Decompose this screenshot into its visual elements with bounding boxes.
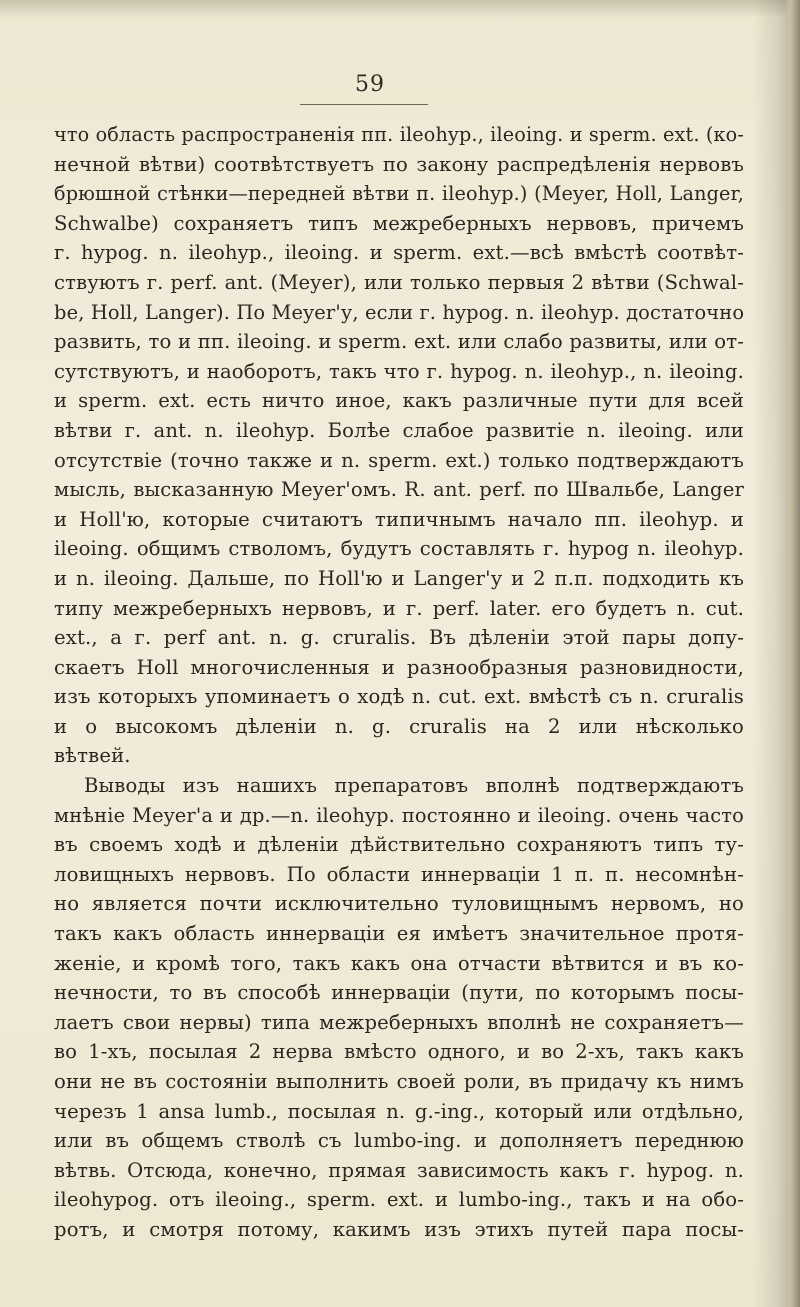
text-line: и о высокомъ дѣленіи n. g. cruralis на 2 или нѣсколько — [54, 714, 744, 738]
text-line: be, Holl, Langer). По Meyer'у, если г. hypog. n. ileohyp. достаточно — [54, 300, 745, 324]
text-line: и n. ileoing. Дальше, по Holl'ю и Langer'у и 2 п.п. подходить къ — [54, 566, 744, 590]
text-line: мысль, высказанную Meyer'омъ. R. ant. perf. по Швальбе, Langer — [54, 478, 744, 502]
text-line: г. hypog. n. ileohyp., ileoing. и sperm. ext.—всѣ вмѣстѣ соотвѣт- — [54, 241, 744, 265]
text-line: отсутствіе (точно также и n. sperm. ext.) только подтверждаютъ — [54, 448, 744, 472]
text-line: ствуютъ г. perf. ant. (Meyer), или только первыя 2 вѣтви (Schwal- — [54, 270, 744, 294]
text-line: скаетъ Holl многочисленныя и разнообразныя разновидности, — [54, 655, 744, 679]
text-body — [54, 120, 744, 1245]
text-line: ловищныхъ нервовъ. По области иннерваціи 1 п. п. несомнѣн- — [54, 862, 744, 886]
text-line: во 1-хъ, посылая 2 нерва вмѣсто одного, и во 2-хъ, такъ какъ — [54, 1040, 744, 1064]
top-shadow — [0, 0, 800, 18]
text-line: и sperm. ext. есть ничто иное, какъ различные пути для всей — [54, 389, 744, 413]
text-line: типу межреберныхъ нервовъ, и г. perf. later. его будетъ n. cut. — [54, 596, 744, 620]
text-line: они не въ состояніи выполнить своей роли, въ придачу къ нимъ — [54, 1070, 744, 1093]
text-line: сутствуютъ, и наоборотъ, такъ что г. hypog. n. ileohyp., n. ileoing. — [54, 359, 744, 383]
text-line: развить, то и пп. ileoing. и sperm. ext. или слабо развиты, или от- — [54, 330, 744, 354]
text-line: вѣтвей. — [54, 744, 131, 768]
page-binding-edge — [784, 0, 800, 1307]
text-line: ileoing. общимъ стволомъ, будутъ составлять г. hypog n. ileohyp. — [54, 537, 744, 561]
text-line: ext., а г. perf ant. n. g. cruralis. Въ дѣленіи этой пары допу- — [54, 626, 744, 650]
text-line: вѣтвь. Отсюда, конечно, прямая зависимость какъ г. hypog. n. — [54, 1158, 744, 1182]
page-number-underline — [300, 104, 428, 105]
text-line: изъ которыхъ упоминаетъ о ходѣ n. cut. ext. вмѣстѣ съ n. cruralis — [54, 685, 744, 709]
text-line: лаетъ свои нервы) типа межреберныхъ вполнѣ не сохраняетъ— — [54, 1010, 744, 1034]
text-line: и Holl'ю, которые считаютъ типичнымъ начало пп. ileohyp. и — [54, 507, 744, 531]
text-line: въ своемъ ходѣ и дѣленіи дѣйствительно сохраняютъ типъ ту- — [54, 833, 744, 857]
text-line: нечности, то въ способѣ иннерваціи (пути, по которымъ посы- — [54, 981, 744, 1005]
text-line: черезъ 1 ansa lumb., посылая n. g.-ing., который или отдѣльно, — [54, 1099, 744, 1123]
text-line: такъ какъ область иннерваціи ея имѣетъ значительное протя- — [54, 922, 744, 946]
paragraph-2 — [54, 771, 744, 1245]
text-line: но является почти исключительно туловищнымъ нервомъ, но — [54, 892, 744, 916]
text-line: ileohypog. отъ ileoing., sperm. ext. и lumbo-ing., такъ и на обо- — [54, 1188, 744, 1212]
page-number: 59 — [355, 72, 385, 97]
text-line: брюшной стѣнки—передней вѣтви п. ileohyp.) (Meyer, Holl, Langer, — [54, 182, 744, 206]
text-line: вѣтви г. ant. n. ileohyp. Болѣе слабое развитіе n. ileoing. или — [54, 418, 744, 442]
text-line: мнѣніе Meyer'a и др.—n. ileohyp. постоянно и ileoing. очень часто — [54, 803, 744, 827]
text-line: или въ общемъ стволѣ съ lumbo-ing. и дополняетъ переднюю — [54, 1129, 744, 1153]
text-line: Выводы изъ нашихъ препаратовъ вполнѣ подтверждаютъ — [84, 774, 744, 798]
text-line: ротъ, и смотря потому, какимъ изъ этихъ путей пара посы- — [54, 1217, 744, 1241]
text-line: женіе, и кромѣ того, такъ какъ она отчасти вѣтвится и въ ко- — [54, 951, 744, 975]
text-line: нечной вѣтви) соотвѣтствуетъ по закону распредѣленія нервовъ — [54, 152, 744, 176]
paragraph-1 — [54, 120, 744, 771]
text-line: что область распространенія пп. ileohyp., ileoing. и sperm. ext. (ко- — [54, 123, 744, 146]
text-line: Schwalbe) сохраняетъ типъ межреберныхъ нервовъ, причемъ — [54, 211, 744, 235]
